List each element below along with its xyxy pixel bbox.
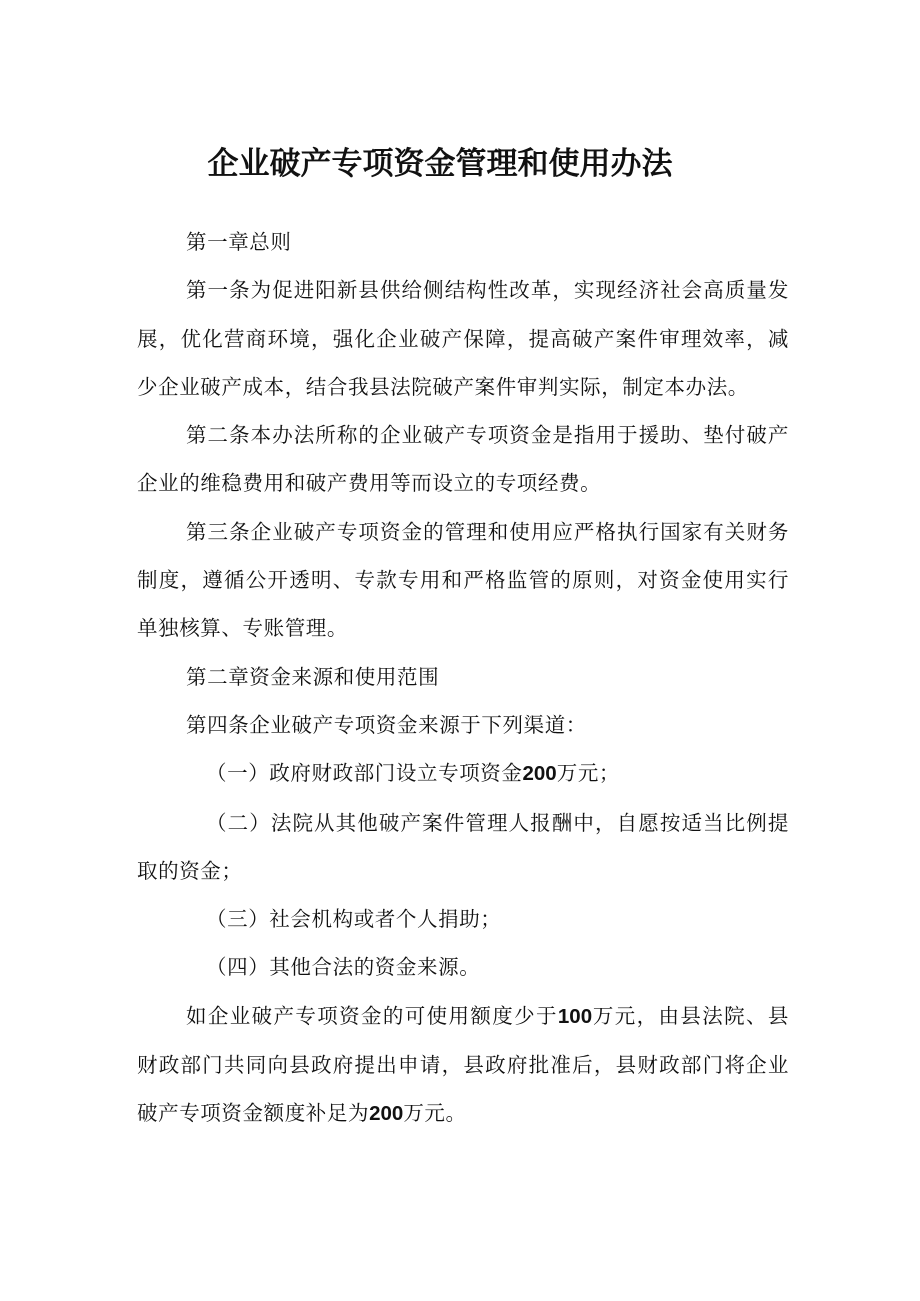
document-body — [137, 218, 789, 1139]
amount-number: 100 — [557, 1004, 593, 1028]
amount-number: 200 — [369, 1102, 404, 1126]
list-item-2: （二）法院从其他破产案件管理人报酬中，自愿按适当比例提取的资金； — [137, 810, 789, 883]
article-1: 第一条为促进阳新县供给侧结构性改革，实现经济社会高质量发展，优化营商环境，强化企业破产保障，提高破产案件审理效率，减少企业破产成本，结合我县法院破产案件审判实际，制定本办法。 — [137, 278, 789, 399]
chapter-heading-1: 第一章总则 — [186, 230, 292, 254]
article-3: 第三条企业破产专项资金的管理和使用应严格执行国家有关财务制度，遵循公开透明、专款专用和严格监管的原则，对资金使用实行单独核算、专账管理。 — [137, 519, 789, 641]
amount-number: 200 — [522, 762, 557, 786]
list-item-3: （三）社会机构或者个人捐助； — [206, 907, 502, 932]
article-2: 第二条本办法所称的企业破产专项资金是指用于援助、垫付破产企业的维稳费用和破产费用等而设立的专项经费。 — [137, 423, 789, 496]
supplement-paragraph: 如企业破产专项资金的可使用额度少于100万元，由县法院、县财政部门共同向县政府提出申请，县政府批准后，县财政部门将企业破产专项资金额度补足为200万元。 — [137, 1003, 789, 1126]
document-title: 企业破产专项资金管理和使用办法 — [207, 146, 673, 182]
list-item-4: （四）其他合法的资金来源。 — [206, 955, 481, 980]
list-item-1: （一）政府财政部门设立专项资金200万元； — [206, 761, 621, 786]
chapter-heading-2: 第二章资金来源和使用范围 — [186, 664, 440, 689]
article-4: 第四条企业破产专项资金来源于下列渠道： — [186, 712, 587, 737]
